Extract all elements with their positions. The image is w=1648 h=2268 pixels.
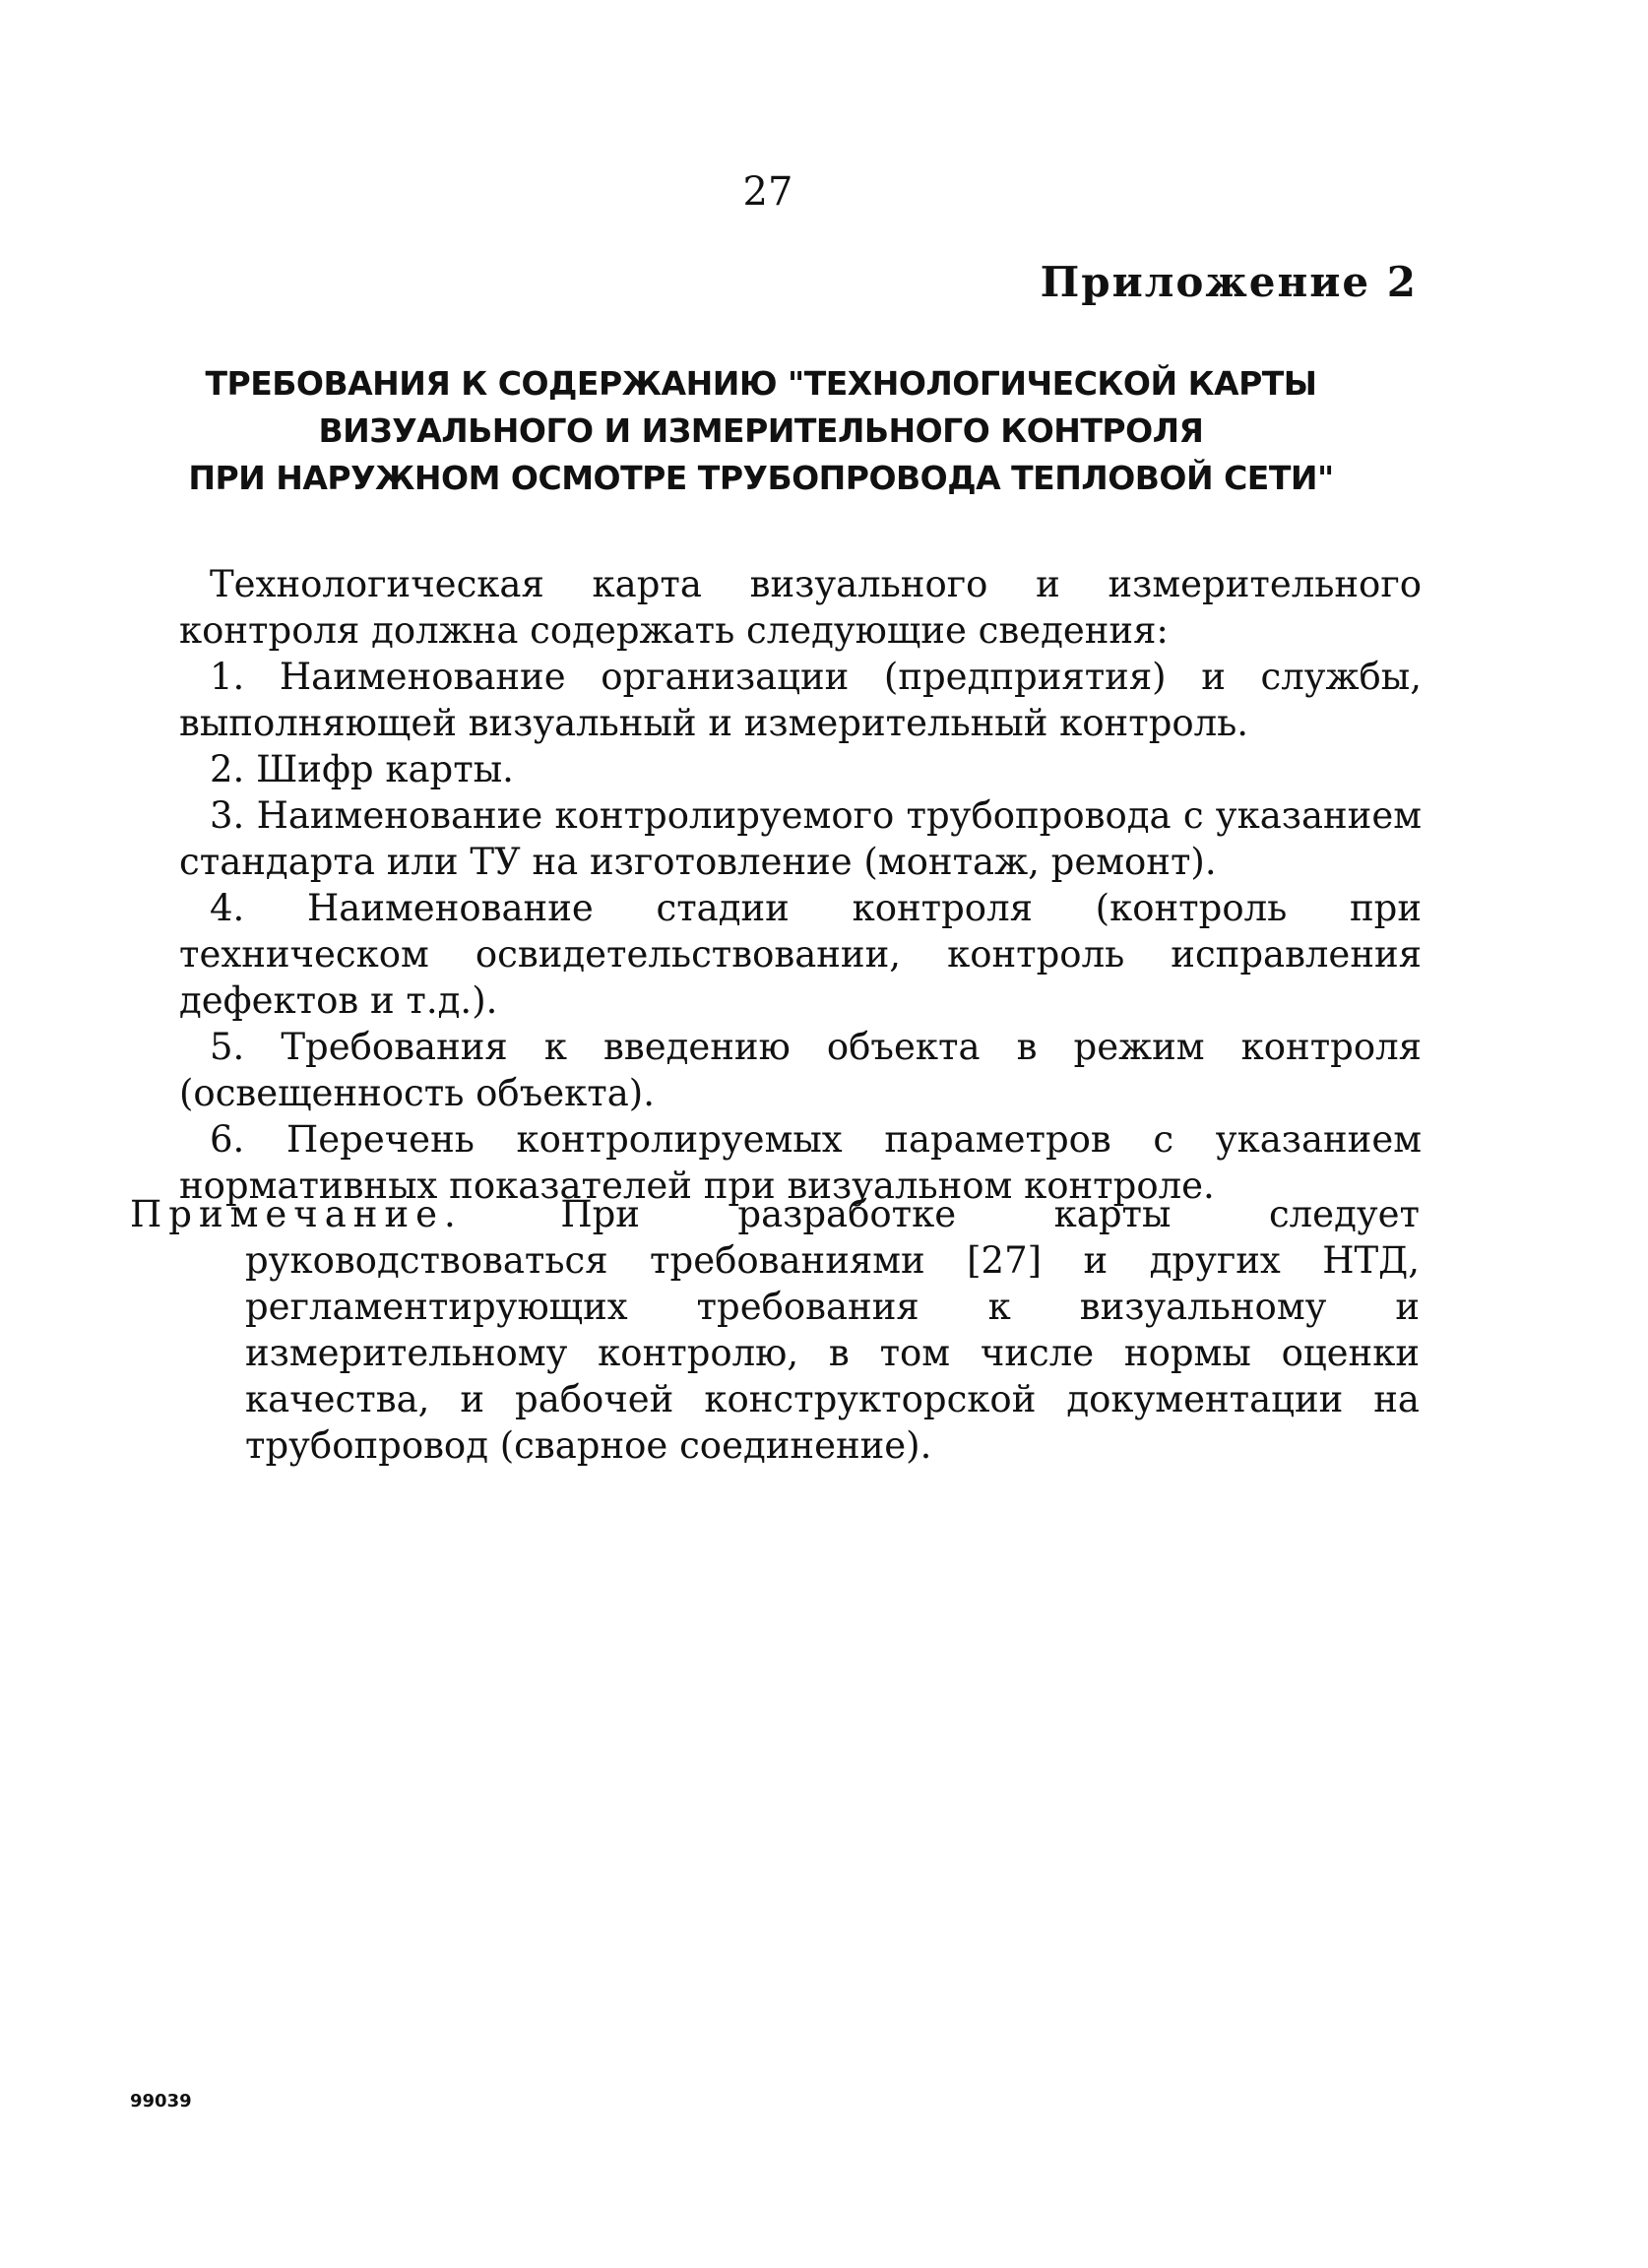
note-paragraph <box>130 1191 1420 1469</box>
appendix-label: Приложение 2 <box>1040 258 1418 306</box>
note-text: При разработке карты следует руководствоваться требованиями [27] и других НТД, регламентирующих требования к визуальному и измерительному контролю, в том числе нормы оценки качества, и рабочей конструкторской документации на трубопровод (сварное соединение). <box>245 1193 1420 1467</box>
intro-paragraph: Технологическая карта визуального и измерительного контроля должна содержать следующие сведения: <box>179 563 1422 652</box>
footer-code: 99039 <box>130 2091 192 2111</box>
page-number: 27 <box>742 169 793 215</box>
heading-line-3: ПРИ НАРУЖНОМ ОСМОТРЕ ТРУБОПРОВОДА ТЕПЛОВОЙ СЕТИ" <box>188 459 1334 497</box>
list-item: 4. Наименование стадии контроля (контроль при техническом освидетельствовании, контроль исправления дефектов и т.д.). <box>179 887 1422 1022</box>
document-heading <box>0 360 1522 502</box>
list-item: 3. Наименование контролируемого трубопровода с указанием стандарта или ТУ на изготовление (монтаж, ремонт). <box>179 794 1422 883</box>
list-item: 6. Перечень контролируемых параметров с указанием нормативных показателей при визуальном контроле. <box>179 1118 1422 1207</box>
requirements-list <box>179 654 1422 1209</box>
list-item: 2. Шифр карты. <box>210 748 514 790</box>
list-item: 1. Наименование организации (предприятия) и службы, выполняющей визуальный и измерительный контроль. <box>179 656 1422 744</box>
list-item: 5. Требования к введению объекта в режим контроля (освещенность объекта). <box>179 1026 1422 1114</box>
note-label: Примечание. <box>130 1193 463 1235</box>
heading-line-1: ТРЕБОВАНИЯ К СОДЕРЖАНИЮ "ТЕХНОЛОГИЧЕСКОЙ КАРТЫ <box>205 364 1317 403</box>
heading-line-2: ВИЗУАЛЬНОГО И ИЗМЕРИТЕЛЬНОГО КОНТРОЛЯ <box>318 411 1204 450</box>
